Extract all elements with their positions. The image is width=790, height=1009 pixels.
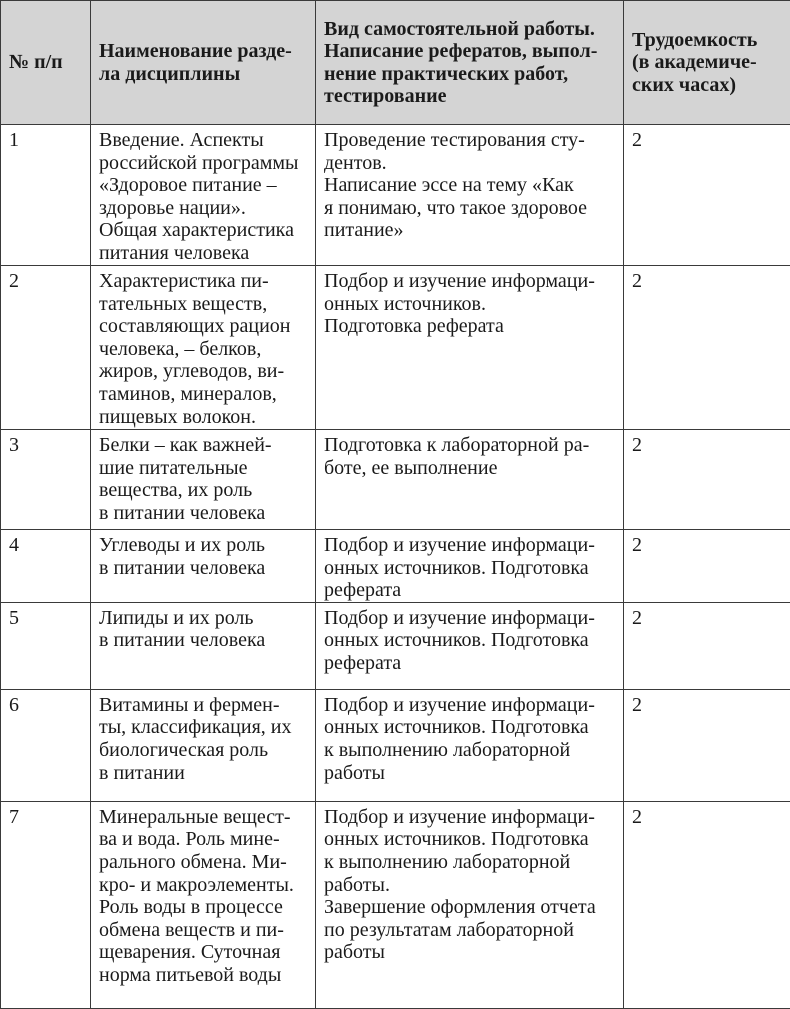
- table-row: [1, 602, 790, 689]
- header-hours: [624, 1, 790, 125]
- cell-line: Минеральные вещест-: [99, 806, 309, 829]
- cell-line: в питании: [99, 762, 309, 785]
- section-name-cell: [91, 125, 316, 266]
- cell-line: онных источников.: [324, 293, 617, 316]
- cell-line: Подбор и изучение информаци-: [324, 607, 617, 630]
- cell-line: Углеводы и их роль: [99, 534, 309, 557]
- work-type-cell: [316, 530, 624, 603]
- row-number: 1: [1, 125, 91, 266]
- cell-line: Проведение тестирования сту-: [324, 129, 617, 152]
- cell-line: онных источников. Подготовка: [324, 557, 617, 580]
- row-number: 3: [1, 430, 91, 530]
- cell-line: Липиды и их роль: [99, 607, 309, 630]
- cell-line: Введение. Аспекты: [99, 129, 309, 152]
- cell-line: здоровье нации».: [99, 197, 309, 220]
- cell-line: ва и вода. Роль мине-: [99, 828, 309, 851]
- cell-line: онных источников. Подготовка: [324, 629, 617, 652]
- hours-cell: 2: [624, 689, 790, 801]
- hours-cell: 2: [624, 530, 790, 603]
- cell-line: обмена веществ и пи-: [99, 919, 309, 942]
- cell-line: реферата: [324, 652, 617, 675]
- row-number: 6: [1, 689, 91, 801]
- work-type-cell: [316, 689, 624, 801]
- cell-line: боте, ее выполнение: [324, 457, 617, 480]
- section-name-cell: [91, 530, 316, 603]
- cell-line: Общая характеристика: [99, 219, 309, 242]
- cell-line: щеварения. Суточная: [99, 941, 309, 964]
- work-type-cell: [316, 801, 624, 1008]
- table-row: [1, 530, 790, 603]
- section-name-cell: [91, 266, 316, 430]
- cell-line: онных источников. Подготовка: [324, 828, 617, 851]
- cell-line: Завершение оформления отчета: [324, 896, 617, 919]
- row-number: 2: [1, 266, 91, 430]
- cell-line: в питании человека: [99, 502, 309, 525]
- header-line: Трудоемкость: [632, 29, 784, 51]
- cell-line: работы: [324, 762, 617, 785]
- cell-line: питание»: [324, 219, 617, 242]
- cell-line: Подбор и изучение информаци-: [324, 806, 617, 829]
- cell-line: пищевых волокон.: [99, 406, 309, 429]
- cell-line: дентов.: [324, 152, 617, 175]
- cell-line: питания человека: [99, 242, 309, 265]
- cell-line: Написание эссе на тему «Как: [324, 174, 617, 197]
- section-name-cell: [91, 602, 316, 689]
- header-work-type: [316, 1, 624, 125]
- table-row: [1, 266, 790, 430]
- table-row: [1, 125, 790, 266]
- header-line: Вид самостоятельной работы.: [324, 18, 617, 40]
- header-line: ла дисциплины: [99, 63, 309, 85]
- cell-line: я понимаю, что такое здоровое: [324, 197, 617, 220]
- hours-cell: 2: [624, 430, 790, 530]
- cell-line: составляющих рацион: [99, 315, 309, 338]
- header-number: № п/п: [1, 1, 91, 125]
- hours-cell: 2: [624, 266, 790, 430]
- table-header-row: [1, 1, 790, 125]
- cell-line: Подбор и изучение информаци-: [324, 694, 617, 717]
- cell-line: таминов, минералов,: [99, 383, 309, 406]
- section-name-cell: [91, 801, 316, 1008]
- cell-line: Роль воды в процессе: [99, 896, 309, 919]
- table-row: [1, 430, 790, 530]
- header-line: (в академиче-: [632, 51, 784, 73]
- cell-line: рального обмена. Ми-: [99, 851, 309, 874]
- table-row: [1, 689, 790, 801]
- hours-cell: 2: [624, 602, 790, 689]
- cell-line: к выполнению лабораторной: [324, 851, 617, 874]
- cell-line: к выполнению лабораторной: [324, 739, 617, 762]
- cell-line: в питании человека: [99, 557, 309, 580]
- cell-line: Подбор и изучение информаци-: [324, 534, 617, 557]
- cell-line: Характеристика пи-: [99, 270, 309, 293]
- work-type-cell: [316, 125, 624, 266]
- cell-line: работы.: [324, 874, 617, 897]
- row-number: 5: [1, 602, 91, 689]
- cell-line: норма питьевой воды: [99, 964, 309, 987]
- header-section-name: [91, 1, 316, 125]
- cell-line: российской программы: [99, 152, 309, 175]
- cell-line: Подготовка к лабораторной ра-: [324, 434, 617, 457]
- cell-line: биологическая роль: [99, 739, 309, 762]
- header-line: нение практических работ,: [324, 63, 617, 85]
- cell-line: вещества, их роль: [99, 479, 309, 502]
- header-line: Написание рефератов, выпол-: [324, 40, 617, 62]
- cell-line: жиров, углеводов, ви-: [99, 360, 309, 383]
- header-line: тестирование: [324, 85, 617, 107]
- cell-line: Витамины и фермен-: [99, 694, 309, 717]
- table-row: [1, 801, 790, 1008]
- cell-line: онных источников. Подготовка: [324, 716, 617, 739]
- row-number: 4: [1, 530, 91, 603]
- cell-line: кро- и макроэлементы.: [99, 874, 309, 897]
- cell-line: «Здоровое питание –: [99, 174, 309, 197]
- header-line: Наименование разде-: [99, 40, 309, 62]
- row-number: 7: [1, 801, 91, 1008]
- cell-line: реферата: [324, 579, 617, 602]
- hours-cell: 2: [624, 125, 790, 266]
- section-name-cell: [91, 430, 316, 530]
- work-type-cell: [316, 430, 624, 530]
- cell-line: по результатам лабораторной: [324, 919, 617, 942]
- cell-line: шие питательные: [99, 457, 309, 480]
- cell-line: Подбор и изучение информаци-: [324, 270, 617, 293]
- cell-line: тательных веществ,: [99, 293, 309, 316]
- work-type-cell: [316, 602, 624, 689]
- work-type-cell: [316, 266, 624, 430]
- cell-line: ты, классификация, их: [99, 716, 309, 739]
- hours-cell: 2: [624, 801, 790, 1008]
- cell-line: Белки – как важней-: [99, 434, 309, 457]
- cell-line: человека, – белков,: [99, 338, 309, 361]
- cell-line: в питании человека: [99, 629, 309, 652]
- section-name-cell: [91, 689, 316, 801]
- header-line: ских часах): [632, 74, 784, 96]
- cell-line: Подготовка реферата: [324, 315, 617, 338]
- cell-line: работы: [324, 941, 617, 964]
